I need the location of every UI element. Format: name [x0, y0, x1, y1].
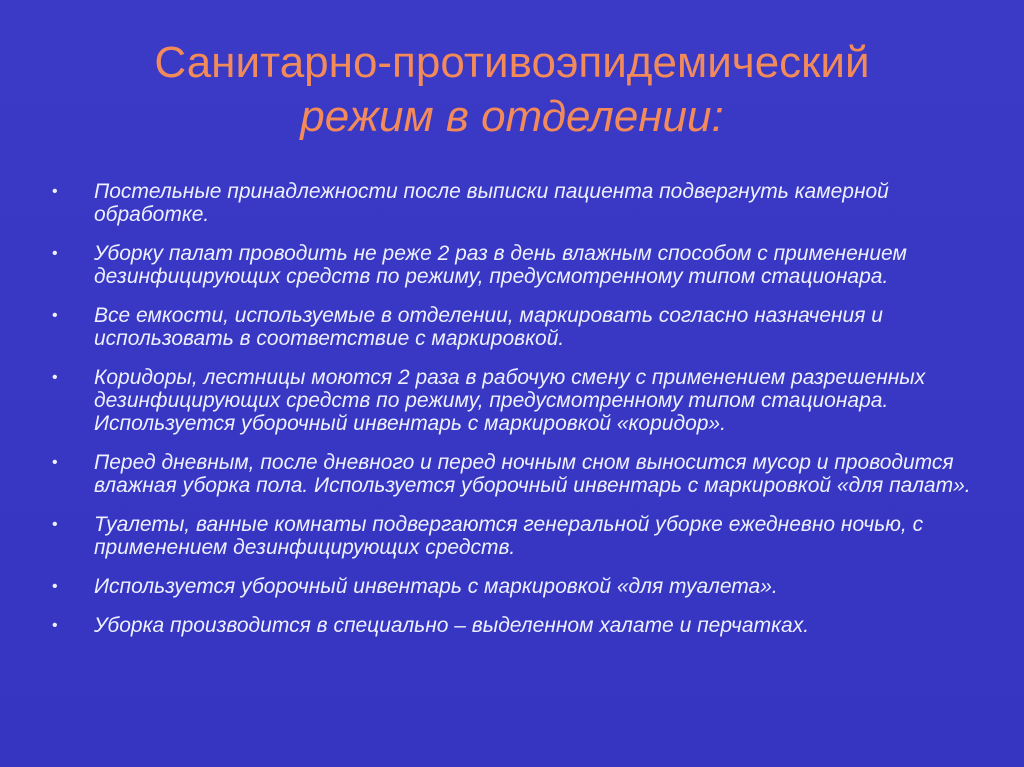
bullet-icon: •	[52, 369, 58, 386]
list-item-text: Все емкости, используемые в отделении, маркировать согласно назначения и использовать в соответствие с маркировкой.	[94, 304, 883, 350]
bullet-icon: •	[52, 454, 58, 471]
list-item-text: Используется уборочный инвентарь с маркировкой «для туалета».	[94, 575, 778, 598]
list-item-text: Постельные принадлежности после выписки пациента подвергнуть камерной обработке.	[94, 180, 889, 226]
list-item	[52, 242, 982, 288]
title-line-1: Санитарно-противоэпидемический	[154, 38, 870, 87]
list-item	[52, 180, 982, 226]
list-item	[52, 575, 982, 598]
bullet-icon: •	[52, 617, 58, 634]
bullet-icon: •	[52, 516, 58, 533]
list-item-text: Уборку палат проводить не реже 2 раз в день влажным способом с применением дезинфицирующих средств по режиму, предусмотренному типом стационара.	[94, 242, 907, 288]
list-item-text: Коридоры, лестницы моются 2 раза в рабочую смену с применением разрешенных дезинфицирующих средств по режиму, предусмотренному типом стационара. Используется уборочный инвентарь с маркировкой «коридор».	[94, 366, 926, 435]
bullet-list	[52, 180, 982, 653]
list-item	[52, 451, 982, 497]
list-item-text: Уборка производится в специально – выделенном халате и перчатках.	[94, 614, 810, 637]
title-line-2: режим в отделении:	[300, 92, 724, 141]
list-item-text: Перед дневным, после дневного и перед ночным сном выносится мусор и проводится влажная уборка пола. Используется уборочный инвентарь с маркировкой «для палат».	[94, 451, 971, 497]
list-item	[52, 304, 982, 350]
bullet-icon: •	[52, 245, 58, 262]
list-item	[52, 366, 982, 435]
list-item-text: Туалеты, ванные комнаты подвергаются генеральной уборке ежедневно ночью, с применением дезинфицирующих средств.	[94, 513, 924, 559]
list-item	[52, 614, 982, 637]
bullet-icon: •	[52, 578, 58, 595]
slide-title	[0, 36, 1024, 144]
bullet-icon: •	[52, 183, 58, 200]
bullet-icon: •	[52, 307, 58, 324]
list-item	[52, 513, 982, 559]
